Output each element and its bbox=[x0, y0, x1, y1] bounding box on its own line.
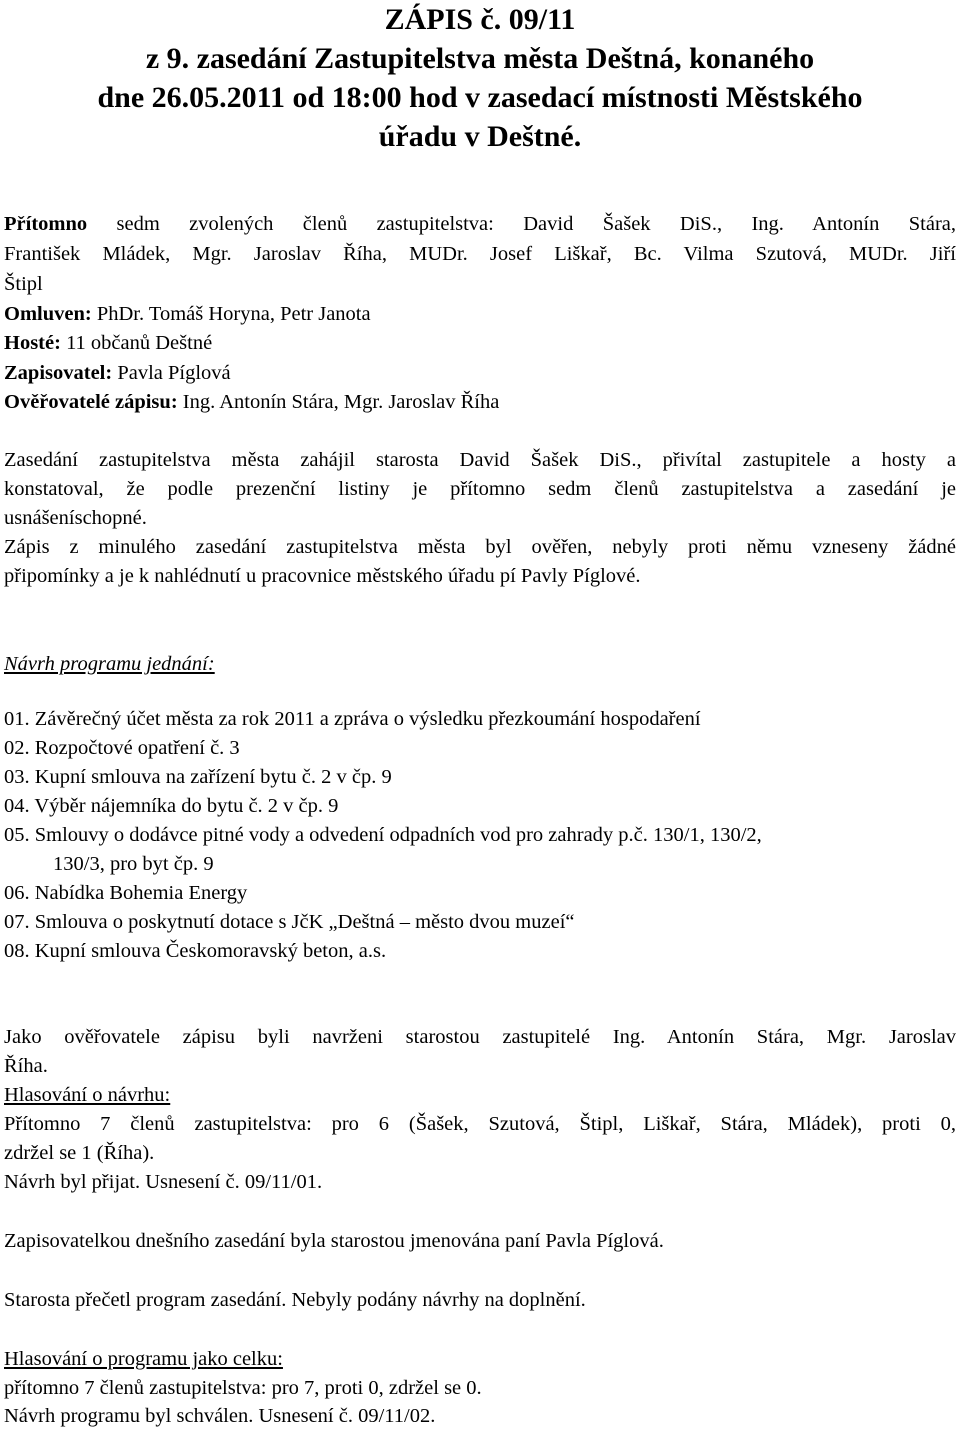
present-label: Přítomno bbox=[4, 213, 88, 235]
vote1-heading: Hlasování o návrhu: bbox=[4, 1084, 171, 1106]
document-subtitle-line1: z 9. zasedání Zastupitelstva města Deštná, konaného bbox=[145, 42, 815, 75]
opening-line3: usnášeníschopné. bbox=[4, 507, 147, 529]
recorder-value: Pavla Píglová bbox=[117, 362, 231, 384]
agenda-item-continuation: 130/3, pro byt čp. 9 bbox=[53, 853, 214, 875]
guests-value: 11 občanů Deštné bbox=[66, 332, 213, 354]
present-line1 bbox=[4, 212, 956, 236]
agenda-item: 05. Smlouvy o dodávce pitné vody a odvedení odpadních vod pro zahrady p.č. 130/1, 130/2, bbox=[4, 824, 762, 846]
verifiers-proposal-line1: Jako ověřovatele zápisu byli navrženi starostou zastupitelé Ing. Antonín Stára, Mgr. Jaroslav bbox=[4, 1026, 956, 1048]
vote1-result-line2: zdržel se 1 (Říha). bbox=[4, 1142, 155, 1164]
document-subtitle-line2: dne 26.05.2011 od 18:00 hod v zasedací místnosti Městského bbox=[97, 81, 863, 114]
document-title: ZÁPIS č. 09/11 bbox=[384, 3, 576, 36]
verifiers-value: Ing. Antonín Stára, Mgr. Jaroslav Říha bbox=[182, 391, 500, 413]
program-read-note: Starosta přečetl program zasedání. Nebyly podány návrhy na doplnění. bbox=[4, 1289, 586, 1311]
vote1-result-line1: Přítomno 7 členů zastupitelstva: pro 6 (Šašek, Szutová, Štipl, Liškař, Stára, Mládek), proti 0, bbox=[4, 1113, 956, 1135]
agenda-item: 04. Výběr nájemníka do bytu č. 2 v čp. 9 bbox=[4, 795, 339, 817]
excused-line bbox=[4, 302, 371, 326]
guests-label: Hosté: bbox=[4, 332, 61, 354]
vote2-result: přítomno 7 členů zastupitelstva: pro 7, proti 0, zdržel se 0. bbox=[4, 1377, 482, 1399]
recorder-line bbox=[4, 361, 231, 385]
present-members-1: sedm zvolených členů zastupitelstva: David Šašek DiS., Ing. Antonín Stára, bbox=[116, 213, 956, 235]
agenda-item: 07. Smlouva o poskytnutí dotace s JčK „Deštná – město dvou muzeí“ bbox=[4, 911, 575, 933]
recorder-label: Zapisovatel: bbox=[4, 362, 113, 384]
verifiers-proposal-line2: Říha. bbox=[4, 1055, 48, 1077]
vote2-heading: Hlasování o programu jako celku: bbox=[4, 1348, 283, 1370]
opening-line2: konstatoval, že podle prezenční listiny je přítomno sedm členů zastupitelstva a zasedání je bbox=[4, 478, 956, 500]
excused-label: Omluven: bbox=[4, 303, 92, 325]
agenda-heading: Návrh programu jednání: bbox=[4, 653, 215, 675]
vote2-resolution: Návrh programu byl schválen. Usnesení č. 09/11/02. bbox=[4, 1405, 436, 1427]
excused-value: PhDr. Tomáš Horyna, Petr Janota bbox=[96, 303, 371, 325]
vote1-resolution: Návrh byl přijat. Usnesení č. 09/11/01. bbox=[4, 1171, 323, 1193]
document-subtitle-line3: úřadu v Deštné. bbox=[378, 120, 582, 153]
agenda-item: 02. Rozpočtové opatření č. 3 bbox=[4, 737, 240, 759]
guests-line bbox=[4, 331, 212, 355]
agenda-item: 06. Nabídka Bohemia Energy bbox=[4, 882, 248, 904]
verifiers-line bbox=[4, 390, 499, 414]
opening-line1: Zasedání zastupitelstva města zahájil starosta David Šašek DiS., přivítal zastupitele a hosty a bbox=[4, 449, 956, 471]
agenda-item: 08. Kupní smlouva Českomoravský beton, a.s. bbox=[4, 940, 387, 962]
present-line3: Štipl bbox=[4, 273, 43, 295]
verifiers-label: Ověřovatelé zápisu: bbox=[4, 391, 178, 413]
agenda-item: 03. Kupní smlouva na zařízení bytu č. 2 v čp. 9 bbox=[4, 766, 392, 788]
present-line2: František Mládek, Mgr. Jaroslav Říha, MUDr. Josef Liškař, Bc. Vilma Szutová, MUDr. Jiří bbox=[4, 243, 956, 265]
agenda-item: 01. Závěrečný účet města za rok 2011 a zpráva o výsledku přezkoumání hospodaření bbox=[4, 708, 701, 730]
opening-line4: Zápis z minulého zasedání zastupitelstva města byl ověřen, nebyly proti němu vzneseny žádné bbox=[4, 536, 956, 558]
opening-line5: připomínky a je k nahlédnutí u pracovnice městského úřadu pí Pavly Píglové. bbox=[4, 565, 641, 587]
recorder-appointment: Zapisovatelkou dnešního zasedání byla starostou jmenována paní Pavla Píglová. bbox=[4, 1230, 664, 1252]
